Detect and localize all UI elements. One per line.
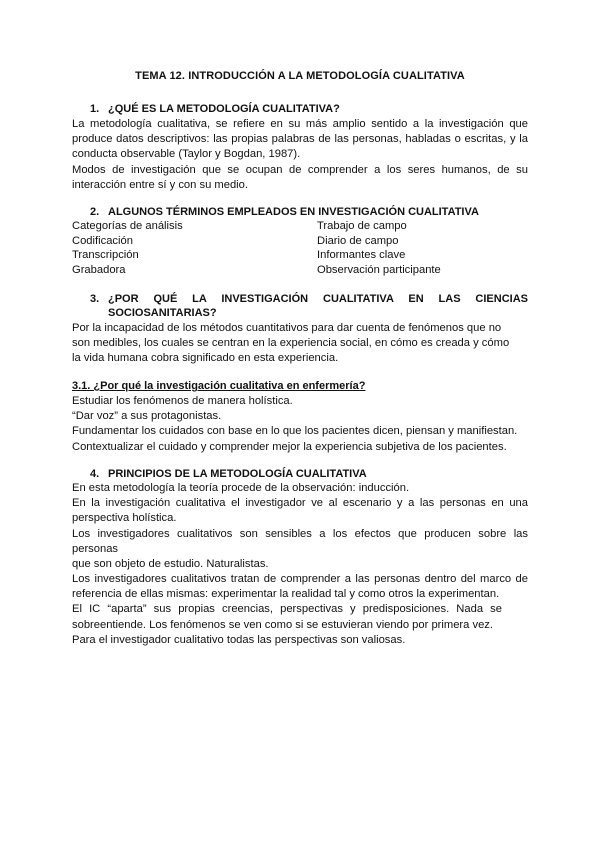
section-1-number: 1. <box>90 103 100 115</box>
term-item: Codificación <box>72 234 133 247</box>
terms-left-column <box>72 219 312 277</box>
subsection-3-1-line: Fundamentar los cuidados con base en lo que los pacientes dicen, piensan y manifiestan. <box>72 425 518 438</box>
section-1-body <box>72 117 528 193</box>
section-1-title: ¿QUÉ ES LA METODOLOGÍA CUALITATIVA? <box>108 103 340 115</box>
section-1-line: interacción entre sí y con su medio. <box>72 178 248 191</box>
section-4-line: perspectiva holística. <box>72 512 177 525</box>
section-4-line: que son objeto de estudio. Naturalistas. <box>72 558 269 571</box>
section-3-heading <box>90 292 528 320</box>
term-item: Categorías de análisis <box>72 220 183 232</box>
section-4-body-b <box>72 572 528 648</box>
section-4-line: Para el investigador cualitativo todas las perspectivas son valiosas. <box>72 633 406 646</box>
section-3-title-line: SOCIOSANITARIAS? <box>108 307 217 319</box>
section-2-heading <box>90 205 530 219</box>
section-3-line: son medibles, los cuales se centran en la experiencia social, en cómo es creada y cómo <box>72 337 510 350</box>
subsection-3-1-line: Contextualizar el cuidado y comprender mejor la experiencia subjetiva de los pacientes. <box>72 440 507 453</box>
section-4-body-a <box>72 481 528 572</box>
terms-right-column <box>317 219 527 277</box>
section-3-body <box>72 321 512 367</box>
section-4-line: El IC “aparta” sus propias creencias, perspectivas y predisposiciones. Nada se <box>72 603 502 616</box>
section-4-line: referencia de ellas mismas: experimentar la realidad tal y como otros la experimentan. <box>72 588 500 601</box>
section-1-line: conducta observable (Taylor y Bogdan, 1987). <box>72 148 301 161</box>
section-4-line: Los investigadores cualitativos tratan de comprender a las personas dentro del marco de <box>72 573 528 585</box>
section-3-line: la vida humana cobra significado en esta experiencia. <box>72 352 339 365</box>
section-1-line: produce datos descriptivos: las propias palabras de las personas, habladas o escritas, y la <box>72 133 528 146</box>
section-1-heading <box>90 102 530 116</box>
term-item: Informantes clave <box>317 249 406 262</box>
section-2-title: ALGUNOS TÉRMINOS EMPLEADOS EN INVESTIGACIÓN CUALITATIVA <box>108 206 479 218</box>
section-4-line: sobreentiende. Los fenómenos se ven como si se estuvieran viendo por primera vez. <box>72 618 494 631</box>
section-4-line: En la investigación cualitativa el investigador ve al escenario y a las personas en una <box>72 497 528 510</box>
section-4-title: PRINCIPIOS DE LA METODOLOGÍA CUALITATIVA <box>108 468 367 480</box>
document-title: TEMA 12. INTRODUCCIÓN A LA METODOLOGÍA CUALITATIVA <box>135 70 465 82</box>
subsection-3-1-body <box>72 394 528 455</box>
section-3-number: 3. <box>90 293 100 305</box>
term-item: Observación participante <box>317 263 441 276</box>
section-4-line: Los investigadores cualitativos son sensibles a los efectos que producen sobre las personas <box>72 527 528 555</box>
section-1-line: Modos de investigación que se ocupan de comprender a los seres humanos, de su <box>72 163 528 176</box>
section-4-line: En esta metodología la teoría procede de la observación: inducción. <box>72 482 410 494</box>
section-4-number: 4. <box>90 468 100 480</box>
subsection-3-1-heading: 3.1. ¿Por qué la investigación cualitativa en enfermería? <box>72 380 366 392</box>
term-item: Grabadora <box>72 263 126 276</box>
section-3-title-line: ¿POR QUÉ LA INVESTIGACIÓN CUALITATIVA EN LAS CIENCIAS <box>108 293 528 305</box>
section-2-number: 2. <box>90 206 100 218</box>
section-4-heading <box>90 467 530 481</box>
term-item: Trabajo de campo <box>317 220 407 232</box>
subsection-3-1-line: “Dar voz” a sus protagonistas. <box>72 410 222 423</box>
section-3-line: Por la incapacidad de los métodos cuantitativos para dar cuenta de fenómenos que no <box>72 322 502 334</box>
term-item: Transcripción <box>72 249 139 262</box>
section-1-line: La metodología cualitativa, se refiere en su más amplio sentido a la investigación que <box>72 118 528 130</box>
subsection-3-1-line: Estudiar los fenómenos de manera holística. <box>72 395 293 407</box>
term-item: Diario de campo <box>317 234 399 247</box>
